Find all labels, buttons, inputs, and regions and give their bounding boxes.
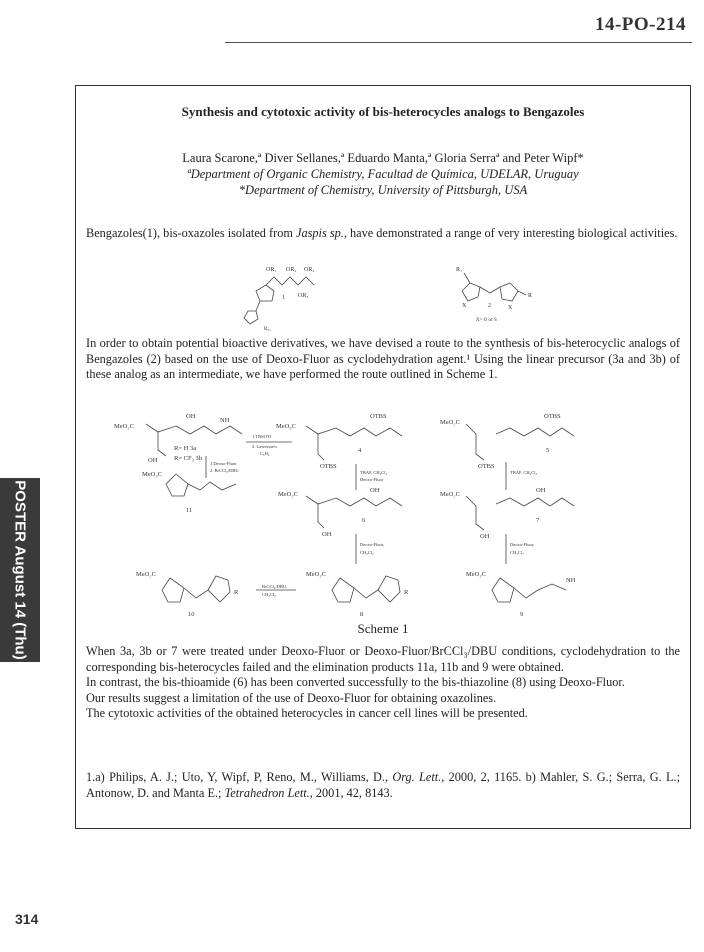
s2-label: R [528, 293, 533, 299]
side-tab-label: POSTER August 14 (Thu) [11, 480, 29, 660]
label: NH [566, 577, 576, 584]
results-text: When 3a, 3b or 7 were treated under Deoxo-Fluor or Deoxo-Fluor/BrCCl₃/DBU conditions, cyclodehydration to the corresponding bis-heterocycles failed and the elimination products 11a, 11b and 9 were obtained. [86, 644, 680, 674]
label: OH [536, 487, 546, 494]
authors: Laura Scarone,ª Diver Sellanes,ª Eduardo Manta,ª Gloria Serraª and Peter Wipf* [182, 151, 584, 165]
s1-label: R₅₁ [264, 327, 271, 332]
reagent: CH₂Cl₂ [360, 550, 374, 555]
label: R [234, 589, 239, 596]
label: OH [370, 487, 380, 494]
ring-8 [378, 576, 400, 602]
compound-number: 5 [546, 447, 550, 454]
label: OTBS [478, 463, 495, 470]
reagent: BrCCl₃/DBU, [262, 584, 288, 589]
bond-3 [146, 424, 242, 434]
bond-8 [354, 588, 378, 598]
compound-number: 8 [360, 611, 364, 618]
label: MeO₂C [278, 491, 298, 498]
s2-number: 2 [488, 303, 491, 309]
header-rule [225, 42, 692, 43]
label: MeO₂C [276, 423, 296, 430]
bengazole-structures [226, 261, 566, 333]
reagent: TBAF, CH₂Cl₂ [360, 470, 388, 475]
scheme-caption: Scheme 1 [357, 621, 409, 636]
author-block [76, 150, 690, 198]
bond-4 [306, 426, 402, 436]
compound-number: 11 [186, 507, 193, 514]
compound-number: 9 [520, 611, 524, 618]
results-paragraph [86, 644, 680, 722]
label: MeO₂C [136, 571, 156, 578]
s2-label: X [508, 305, 513, 311]
results-text: In contrast, the bis-thioamide (6) has been converted successfully to the bis-thiazoline (8) using Deoxo-Fluor. [86, 675, 625, 689]
label: R= H 3a [174, 445, 197, 452]
bond-9 [514, 584, 566, 598]
intro-text: Bengazoles(1), bis-oxazoles isolated from [86, 226, 297, 240]
ring-8 [332, 578, 354, 602]
s2-label: X [462, 303, 467, 309]
bond-5 [496, 428, 574, 436]
label: OH [322, 531, 332, 538]
route-paragraph: In order to obtain potential bioactive derivatives, we have devised a route to the synthesis of bis-heterocyclic analogs of Bengazoles (2) based on the use of Deoxo-Fluor as cyclodehydration agent.¹ Using the linear precursor (3a and 3b) of these analog as an intermediate, we have performed the route outlined in Scheme 1. [86, 336, 680, 381]
poster-code: 14-PO-214 [594, 14, 686, 35]
reagent: 2. Lawesson's [252, 444, 278, 449]
ref-journal: Org. Lett. [392, 770, 442, 784]
bond-4 [318, 434, 324, 460]
bond-6 [306, 496, 402, 506]
reagent: TBAF, CH₂Cl₂ [510, 470, 538, 475]
s1-label: OR₁ [266, 267, 277, 273]
reagent: 2. BrCCl₃/DBU [210, 468, 239, 473]
label: MeO₂C [440, 491, 460, 498]
ring-11 [166, 474, 188, 496]
label: OH [148, 457, 158, 464]
label: OH [480, 533, 490, 540]
abstract-box [75, 85, 691, 829]
bond-7 [496, 498, 574, 506]
bond-10 [184, 588, 208, 598]
label: MeO₂C [114, 423, 134, 430]
reagent: CH₂Cl₂ [510, 550, 524, 555]
s1-label: OR₄ [298, 293, 309, 299]
label: MeO₂C [306, 571, 326, 578]
ref-journal: Tetrahedron Lett. [224, 785, 310, 800]
label: OH [186, 413, 196, 420]
bond-5 [466, 424, 484, 460]
bond-11 [188, 482, 236, 490]
s2-label: X= O or S [476, 318, 497, 323]
ring-9 [492, 578, 514, 602]
results-text: The cytotoxic activities of the obtained heterocycles in cancer cell lines will be presented. [86, 706, 528, 720]
reagent: Deoxo-Fluor [360, 477, 384, 482]
ref-text: , 2000, 2, 1165. b) Mahler, S. G.; Serra, G. L.; Antonow, D. and Manta E.; [86, 770, 681, 800]
label: MeO₂C [466, 571, 486, 578]
label: OTBS [320, 463, 337, 470]
reagent: Deoxo-Fluor, [360, 542, 385, 547]
results-text: Our results suggest a limitation of the use of Deoxo-Fluor for obtaining oxazolines. [86, 690, 497, 705]
affiliation-a: ªDepartment of Organic Chemistry, Facultad de Química, UDELAR, Uruguay [187, 167, 579, 181]
label: NH [220, 417, 230, 424]
structure-1 [244, 277, 314, 324]
s1-label: OR₃ [304, 267, 315, 273]
scheme-1 [96, 404, 686, 620]
reagent: C₆H₆ [260, 451, 270, 456]
label: OTBS [370, 413, 387, 420]
intro-text-2: , have demonstrated a range of very interesting biological activities. [343, 226, 678, 240]
ref-text: 1.a) Philips, A. J.; Uto, Y, Wipf, P, Reno, M., Williams, D., [86, 770, 393, 784]
reagent: CH₂Cl₂ [262, 592, 276, 597]
species-name: Jaspis sp. [296, 226, 344, 240]
s1-number: 1 [282, 295, 285, 301]
reference [86, 770, 680, 801]
label: OTBS [544, 413, 561, 420]
abstract-title: Synthesis and cytotoxic activity of bis-heterocycles analogs to Bengazoles [181, 104, 585, 119]
reagent: 1.Deoxo-Fluor [210, 461, 237, 466]
reagent: Deoxo-Fluor, [510, 542, 535, 547]
label: R [404, 589, 409, 596]
s1-label: OR₂ [286, 267, 297, 273]
ring-10 [162, 578, 184, 602]
bond-3 [158, 432, 166, 456]
page-number: 314 [15, 911, 39, 927]
side-tab [0, 478, 40, 662]
affiliation-b: *Department of Chemistry, University of Pittsburgh, USA [238, 183, 528, 197]
label: MeO₂C [142, 471, 162, 478]
bond-6 [318, 504, 324, 528]
reagent: 1.TBSOTf [252, 434, 272, 439]
intro-paragraph [86, 226, 680, 242]
ring-10 [208, 576, 230, 602]
compound-number: 10 [188, 611, 195, 618]
bond-7 [466, 496, 484, 530]
compound-number: 4 [358, 447, 362, 454]
ref-text: , 2001, 42, 8143. [309, 785, 393, 800]
label: R= CF₃ 3b [174, 455, 202, 462]
compound-number: 7 [536, 517, 540, 524]
structure-2 [462, 273, 526, 301]
compound-number: 6 [362, 517, 366, 524]
label: MeO₂C [440, 419, 460, 426]
s2-label: R₁ [456, 267, 463, 273]
